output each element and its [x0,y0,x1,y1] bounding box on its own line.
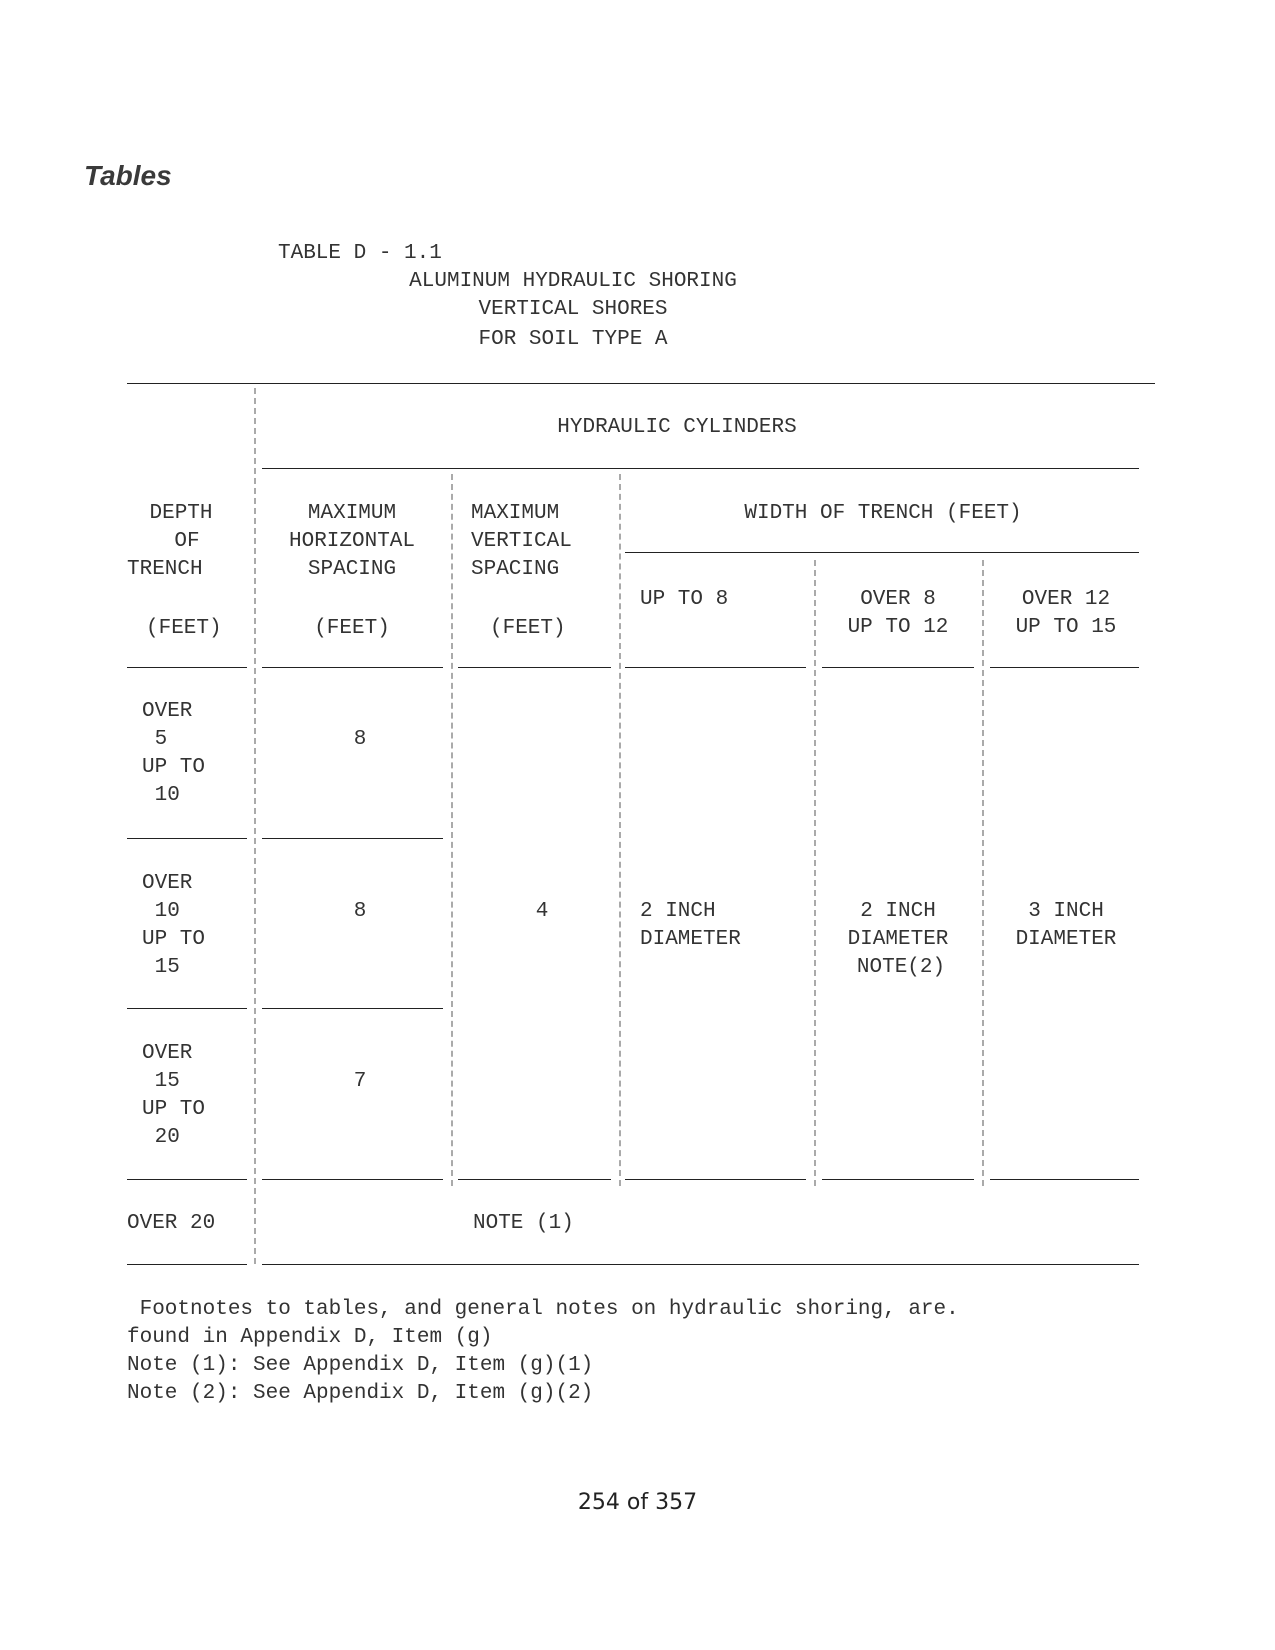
row-horizontal-value: 8 [353,728,367,751]
width-header: WIDTH OF TRENCH (FEET) [744,502,1022,525]
horizontal-header-line: MAXIMUM [307,502,397,525]
row-rule [458,1179,611,1180]
width-header-rule [625,552,1139,553]
row-depth-line: 5 [142,728,168,751]
width-col-1-value: DIAMETER [640,928,741,951]
footnote-line: Note (1): See Appendix D, Item (g)(1) [127,1354,594,1377]
width-col-1-value: 2 INCH [640,900,716,923]
header-rule [127,667,247,668]
footnote-line: Footnotes to tables, and general notes on hydraulic shoring, are. [127,1298,959,1321]
divider-vertical [619,474,621,1186]
row-rule [262,838,443,839]
table-subtitle: ALUMINUM HYDRAULIC SHORING [409,270,737,293]
table-title: TABLE D - 1.1 [278,242,442,265]
row-depth-line: 10 [142,900,180,923]
width-col-2-value: 2 INCH [860,900,936,923]
row-rule [127,838,247,839]
depth-header-line: OF [174,530,200,553]
vertical-header-line: SPACING [471,558,560,581]
header-rule [262,667,443,668]
section-heading: Tables [84,160,172,191]
depth-header-unit: (FEET) [146,617,222,640]
footnote-line: Note (2): See Appendix D, Item (g)(2) [127,1382,594,1405]
divider-width-2 [982,560,984,1186]
width-col-2-header: UP TO 12 [847,616,949,639]
row-depth-line: UP TO [142,1098,206,1121]
depth-header-line: DEPTH [149,502,213,525]
group-header-rule [262,468,1139,469]
horizontal-header-unit: (FEET) [314,617,390,640]
last-row-depth: OVER 20 [127,1212,216,1235]
row-depth-line: OVER [142,872,193,895]
row-rule [990,1179,1139,1180]
table-bottom-rule [127,1264,247,1265]
width-col-3-header: UP TO 15 [1015,616,1117,639]
header-rule [458,667,611,668]
depth-header-line: TRENCH [127,558,203,581]
row-rule [822,1179,974,1180]
row-depth-line: 20 [142,1126,180,1149]
horizontal-header-line: HORIZONTAL [288,530,416,553]
row-rule [625,1179,806,1180]
last-row-note: NOTE (1) [473,1212,574,1235]
table-top-rule [127,383,1155,384]
header-rule [625,667,806,668]
row-depth-line: 15 [142,1070,180,1093]
row-depth-line: OVER [142,700,193,723]
page-number: 254 of 357 [577,1490,698,1515]
header-rule [822,667,974,668]
vertical-header-line: VERTICAL [471,530,572,553]
row-horizontal-value: 7 [353,1070,367,1093]
vertical-header-unit: (FEET) [490,617,566,640]
width-col-1-header: UP TO 8 [640,588,729,611]
row-depth-line: UP TO [142,928,206,951]
row-depth-line: OVER [142,1042,193,1065]
row-rule [127,1179,247,1180]
vertical-spacing-value: 4 [535,900,549,923]
row-horizontal-value: 8 [353,900,367,923]
horizontal-header-line: SPACING [307,558,397,581]
row-depth-line: 10 [142,784,180,807]
width-col-2-header: OVER 8 [860,588,936,611]
footnote-line: found in Appendix D, Item (g) [127,1326,493,1349]
table-subtitle-2: VERTICAL SHORES [478,298,668,321]
width-col-3-header: OVER 12 [1021,588,1111,611]
divider-depth [254,388,256,1264]
row-depth-line: UP TO [142,756,206,779]
width-col-3-value: DIAMETER [1015,928,1117,951]
header-rule [990,667,1139,668]
row-rule [262,1179,443,1180]
divider-width-1 [814,560,816,1186]
width-col-3-value: 3 INCH [1028,900,1104,923]
row-rule [127,1008,247,1009]
row-rule [262,1008,443,1009]
width-col-2-value: DIAMETER [847,928,949,951]
table-subtitle-3: FOR SOIL TYPE A [478,328,668,351]
group-header: HYDRAULIC CYLINDERS [557,416,797,439]
table-bottom-rule [262,1264,1139,1265]
vertical-header-line: MAXIMUM [471,502,560,525]
row-depth-line: 15 [142,956,180,979]
width-col-2-note: NOTE(2) [856,956,946,979]
